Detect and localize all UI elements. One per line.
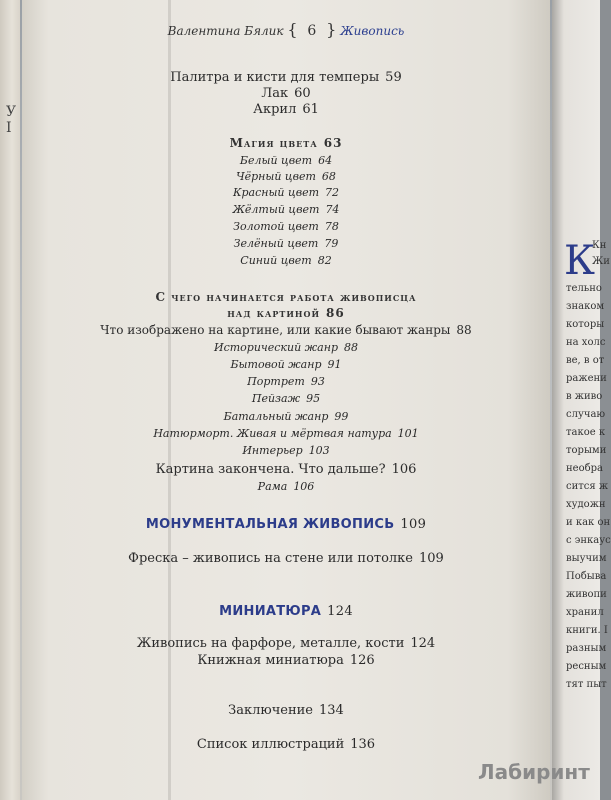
toc-entry: Живопись на фарфоре, металле, кости 124: [136, 636, 436, 651]
facing-line: ве, в от: [566, 355, 605, 366]
facing-line: знаком: [566, 301, 605, 312]
header-section: Живопись: [340, 24, 405, 38]
header-bracket-open: {: [287, 20, 298, 39]
toc-subentry: Батальный жанр 99: [223, 410, 349, 423]
facing-line: торыми: [566, 445, 607, 456]
toc-entry: Картина закончена. Что дальше? 106: [155, 462, 417, 477]
toc-entry: Лак 60: [261, 86, 311, 101]
toc-subentry: Натюрморт. Живая и мёртвая натура 101: [153, 427, 419, 440]
labirint-watermark: Лабиринт: [478, 760, 590, 784]
toc-subentry: Жёлтый цвет 74: [232, 203, 340, 216]
toc-subentry: Чёрный цвет 68: [236, 170, 336, 183]
toc-subentry: Рама 106: [257, 480, 315, 493]
left-page-edge: [0, 0, 20, 800]
toc-subentry: Интерьер 103: [242, 444, 330, 457]
facing-line: и как он: [566, 517, 611, 528]
header-page-number: 6: [307, 23, 317, 39]
toc-entry: Заключение 134: [228, 703, 344, 718]
toc-entry: Что изображено на картине, или какие бывают жанры 88: [100, 323, 472, 337]
facing-line: которы: [566, 319, 605, 330]
header-bracket-close: }: [326, 20, 337, 39]
toc-subentry: Зелёный цвет 79: [233, 237, 339, 250]
facing-line: сится ж: [566, 481, 609, 492]
facing-line: разным: [566, 643, 607, 654]
facing-page: [552, 0, 611, 800]
toc-subentry: Исторический жанр 88: [213, 341, 359, 354]
facing-line: в живо: [566, 391, 603, 402]
running-header: [22, 20, 550, 39]
toc-subentry: Красный цвет 72: [232, 186, 340, 199]
toc-entry: Палитра и кисти для темперы 59: [170, 70, 402, 85]
facing-line: ражени: [566, 373, 607, 384]
facing-line: необра: [566, 463, 603, 474]
facing-line: такое к: [566, 427, 606, 438]
toc-entry: Список иллюстраций 136: [196, 737, 376, 752]
facing-line: ресным: [566, 661, 607, 672]
facing-line: Побыва: [566, 571, 607, 582]
toc-subentry: Белый цвет 64: [239, 154, 333, 167]
toc-subentry: Синий цвет 82: [240, 254, 332, 267]
facing-line: случаю: [566, 409, 606, 420]
facing-line: тельно: [566, 283, 602, 294]
toc-section-heading: С чего начинается работа живописца: [155, 290, 417, 304]
toc-subentry: Портрет 93: [247, 375, 325, 388]
toc-section-heading: Магия цвета 63: [229, 136, 343, 150]
facing-line: книги. I: [566, 625, 608, 636]
contents-page: [22, 0, 550, 800]
toc-chapter-heading: МОНУМЕНТАЛЬНАЯ ЖИВОПИСЬ 109: [145, 517, 427, 532]
header-author: Валентина Бялик: [167, 24, 284, 38]
toc-subentry: Бытовой жанр 91: [230, 358, 342, 371]
toc-entry: Акрил 61: [253, 102, 319, 117]
facing-line: художн: [566, 499, 606, 510]
toc-entry: Фреска – живопись на стене или потолке 109: [128, 551, 444, 566]
facing-line: с энкаус: [566, 535, 611, 546]
facing-line: хранил: [566, 607, 604, 618]
toc-chapter-heading: МИНИАТЮРА 124: [219, 604, 353, 619]
toc-entry: Книжная миниатюра 126: [197, 653, 375, 668]
toc-section-heading: над картиной 86: [227, 306, 345, 320]
left-fragment-2: I: [6, 120, 12, 136]
facing-line: выучим: [566, 553, 607, 564]
left-fragment-1: У: [6, 104, 17, 120]
facing-line: на холс: [566, 337, 606, 348]
toc-subentry: Пейзаж 95: [251, 392, 321, 405]
facing-line: Жи: [592, 256, 610, 267]
facing-line: тят пыт: [566, 679, 607, 690]
toc-subentry: Золотой цвет 78: [233, 220, 339, 233]
facing-line: живопи: [566, 589, 607, 600]
drop-cap: К: [564, 238, 595, 284]
facing-line: Кн: [592, 240, 607, 251]
